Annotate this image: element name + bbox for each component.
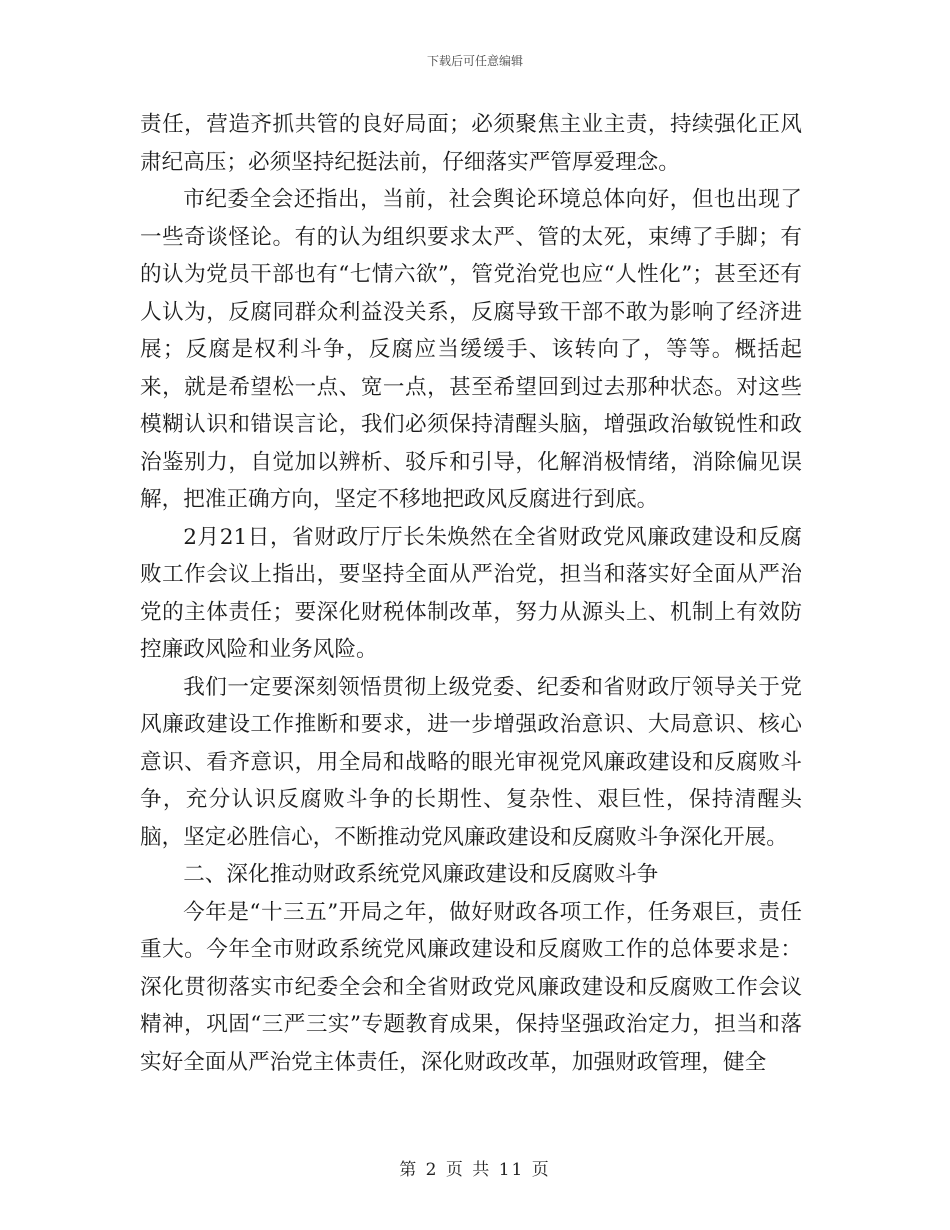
paragraph: 市纪委全会还指出，当前，社会舆论环境总体向好，但也出现了一些奇谈怪论。有的认为组织要求太严、管的太死，束缚了手脚；有的认为党员干部也有“七情六欲”，管党治党也应“人性化”；甚至还有人认为，反腐同群众利益没关系，反腐导致干部不敢为影响了经济进展；反腐是权利斗争，反腐应当缓缓手、该转向了，等等。概括起来，就是希望松一点、宽一点，甚至希望回到过去那种状态。对这些模糊认识和错误言论，我们必须保持清醒头脑，增强政治敏锐性和政治鉴别力，自觉加以辨析、驳斥和引导，化解消极情绪，消除偏见误解，把准正确方向，坚定不移地把政风反腐进行到底。 <box>140 187 802 512</box>
section-heading: 二、深化推动财政系统党风廉政建设和反腐败斗争 <box>183 862 659 887</box>
paragraph: 我们一定要深刻领悟贯彻上级党委、纪委和省财政厅领导关于党风廉政建设工作推断和要求，进一步增强政治意识、大局意识、核心意识、看齐意识，用全局和战略的眼光审视党风廉政建设和反腐败斗争，充分认识反腐败斗争的长期性、复杂性、艰巨性，保持清醒头脑，坚定必胜信心，不断推动党风廉政建设和反腐败斗争深化开展。 <box>140 674 802 850</box>
document-body <box>140 106 802 1081</box>
page-footer: 第 2 页 共 11 页 <box>399 1160 551 1180</box>
paragraph: 2月21日，省财政厅厅长朱焕然在全省财政党风廉政建设和反腐败工作会议上指出，要坚持全面从严治党，担当和落实好全面从严治党的主体责任；要深化财税体制改革，努力从源头上、机制上有效防控廉政风险和业务风险。 <box>140 524 802 662</box>
paragraph: 今年是“十三五”开局之年，做好财政各项工作，任务艰巨，责任重大。今年全市财政系统党风廉政建设和反腐败工作的总体要求是：深化贯彻落实市纪委全会和全省财政党风廉政建设和反腐败工作会议精神，巩固“三严三实”专题教育成果，保持坚强政治定力，担当和落实好全面从严治党主体责任，深化财政改革，加强财政管理，健全 <box>140 899 802 1075</box>
paragraph-continuation: 责任，营造齐抓共管的良好局面；必须聚焦主业主责，持续强化正风肃纪高压；必须坚持纪挺法前，仔细落实严管厚爱理念。 <box>140 112 802 175</box>
page-header: 下载后可任意编辑 <box>426 54 523 68</box>
